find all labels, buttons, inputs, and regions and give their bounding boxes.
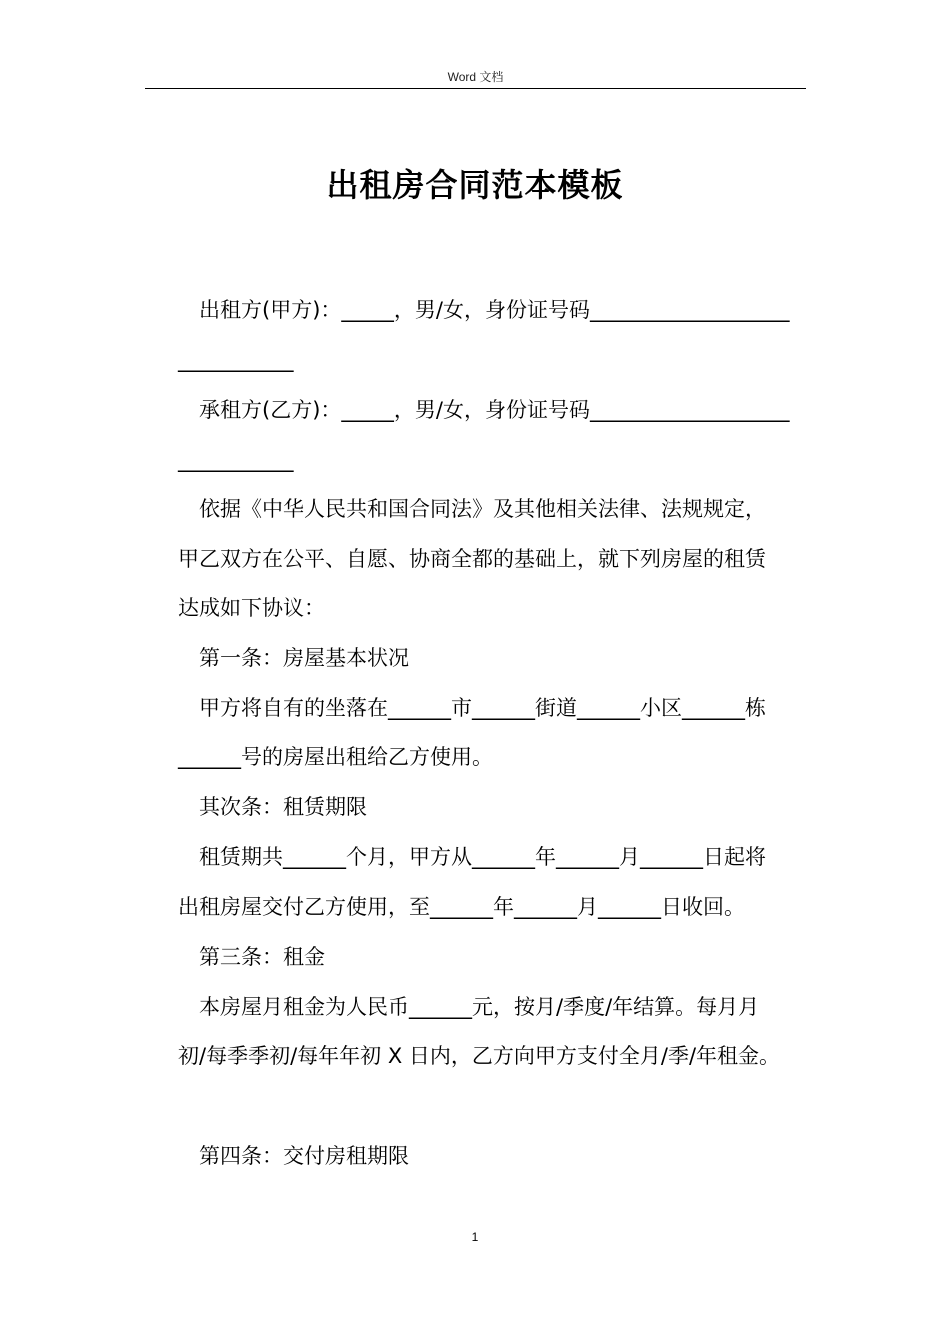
body-line: 依据《中华人民共和国合同法》及其他相关法律、法规规定， [178, 497, 766, 521]
body-line: 本房屋月租金为人民币______元，按月/季度/年结算。每月月 [178, 995, 760, 1019]
body-line: 出租房屋交付乙方使用，至______年______月______日收回。 [178, 895, 745, 919]
body-line: 出租方(甲方)：_____，男/女，身份证号码___________________ [178, 298, 790, 322]
article-heading: 第一条：房屋基本状况 [178, 646, 409, 670]
body-line: 租赁期共______个月，甲方从______年______月______日起将 [178, 845, 766, 869]
article-heading: 其次条：租赁期限 [178, 795, 367, 819]
page-header [145, 64, 806, 89]
body-line: 承租方(乙方)：_____，男/女，身份证号码___________________ [178, 398, 790, 422]
body-line: ___________ [178, 448, 294, 472]
body-line: ___________ [178, 348, 294, 372]
article-heading: 第三条：租金 [178, 945, 325, 969]
body-line: 达成如下协议： [178, 596, 325, 620]
body-line: 初/每季季初/每年年初 X 日内，乙方向甲方支付全月/季/年租金。 [178, 1044, 781, 1068]
body-line: 甲乙双方在公平、自愿、协商全都的基础上，就下列房屋的租赁 [178, 547, 766, 571]
page-header-text: Word 文档 [447, 70, 504, 84]
body-line: ______号的房屋出租给乙方使用。 [178, 745, 493, 769]
document-title: 出租房合同范本模板 [326, 166, 624, 204]
page-number: 1 [471, 1230, 479, 1244]
body-line: 甲方将自有的坐落在______市______街道______小区______栋 [178, 696, 766, 720]
article-heading: 第四条：交付房租期限 [178, 1144, 409, 1168]
